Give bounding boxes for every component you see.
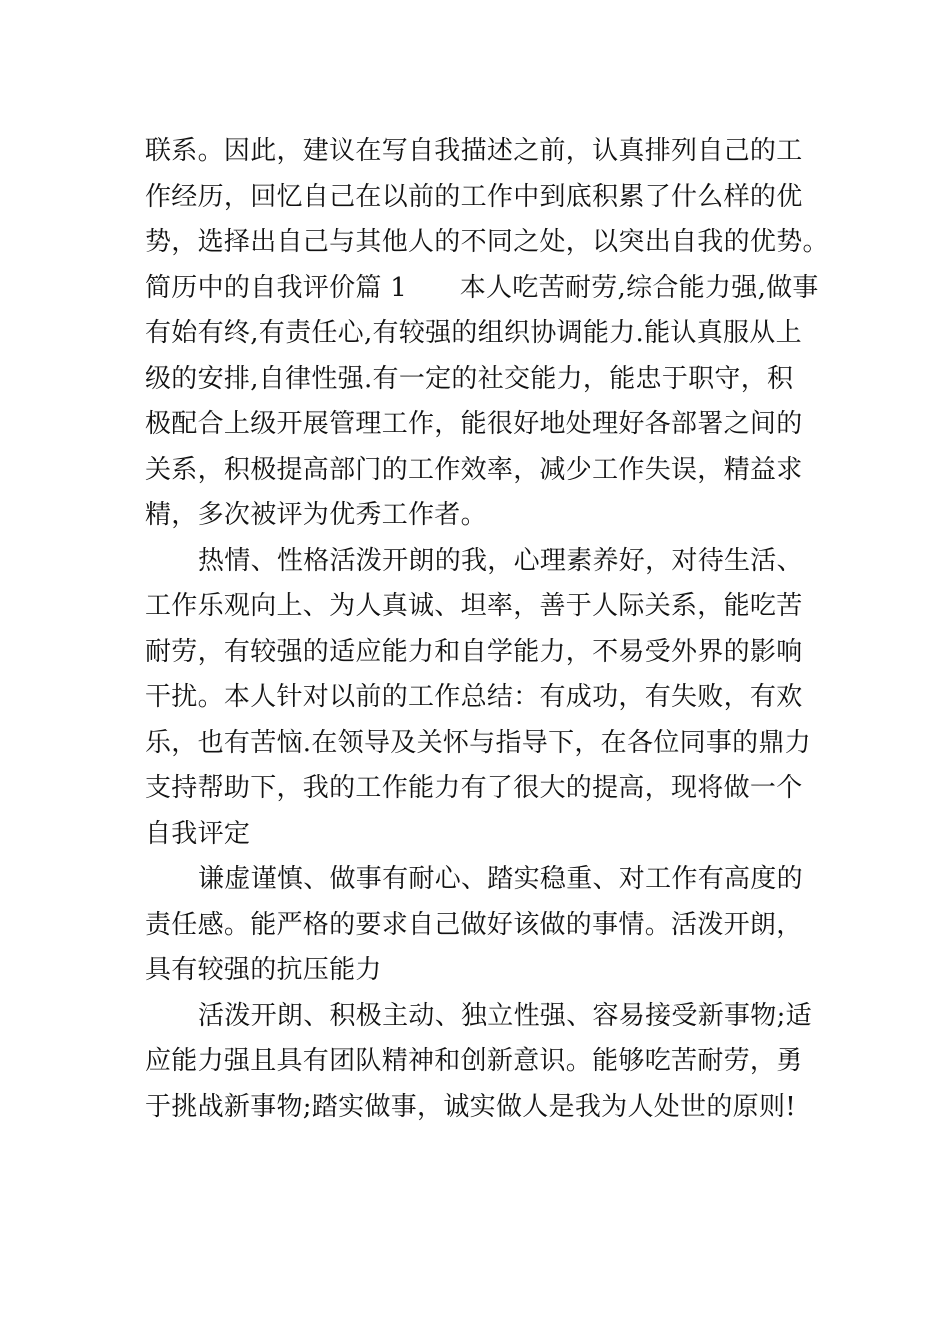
text-line: 精，多次被评为优秀工作者。 [145,500,487,530]
paragraph-start-line: 活泼开朗、积极主动、独立性强、容易接受新事物;适 [198,1000,812,1031]
text-line: 支持帮助下，我的工作能力有了很大的提高，现将做一个 [145,773,803,803]
paragraph-start-line: 热情、性格活泼开朗的我，心理素养好，对待生活、 [198,545,803,576]
section-heading-line: 简历中的自我评价篇 1 本人吃苦耐劳,综合能力强,做事 [145,272,819,303]
text-line: 应能力强且具有团队精神和创新意识。能够吃苦耐劳，勇 [145,1046,803,1076]
text-line: 极配合上级开展管理工作，能很好地处理好各部署之间的 [145,409,803,439]
paragraph-start-line: 谦虚谨慎、做事有耐心、踏实稳重、对工作有高度的 [198,864,803,894]
text-line: 有始有终,有责任心,有较强的组织协调能力.能认真服从上 [145,318,802,348]
text-line: 作经历，回忆自己在以前的工作中到底积累了什么样的优 [145,181,803,212]
text-line: 势，选择出自己与其他人的不同之处，以突出自我的优势。 [145,227,829,257]
text-line: 关系，积极提高部门的工作效率，减少工作失误，精益求 [145,454,803,485]
text-line: 联系。因此，建议在写自我描述之前，认真排列自己的工 [145,136,803,166]
text-line: 工作乐观向上、为人真诚、坦率，善于人际关系，能吃苦 [145,591,803,621]
document-body [145,129,829,1130]
text-line: 具有较强的抗压能力 [145,955,382,985]
text-line: 自我评定 [145,818,251,849]
text-line: 乐，也有苦恼.在领导及关怀与指导下，在各位同事的鼎力 [145,727,812,758]
text-line: 责任感。能严格的要求自己做好该做的事情。活泼开朗， [145,909,803,940]
text-line: 干扰。本人针对以前的工作总结：有成功，有失败，有欢 [145,682,803,712]
text-line: 于挑战新事物;踏实做事，诚实做人是我为人处世的原则! [145,1091,797,1122]
text-line: 耐劳，有较强的适应能力和自学能力，不易受外界的影响 [145,636,803,667]
text-line: 级的安排,自律性强.有一定的社交能力，能忠于职守，积 [145,363,794,394]
